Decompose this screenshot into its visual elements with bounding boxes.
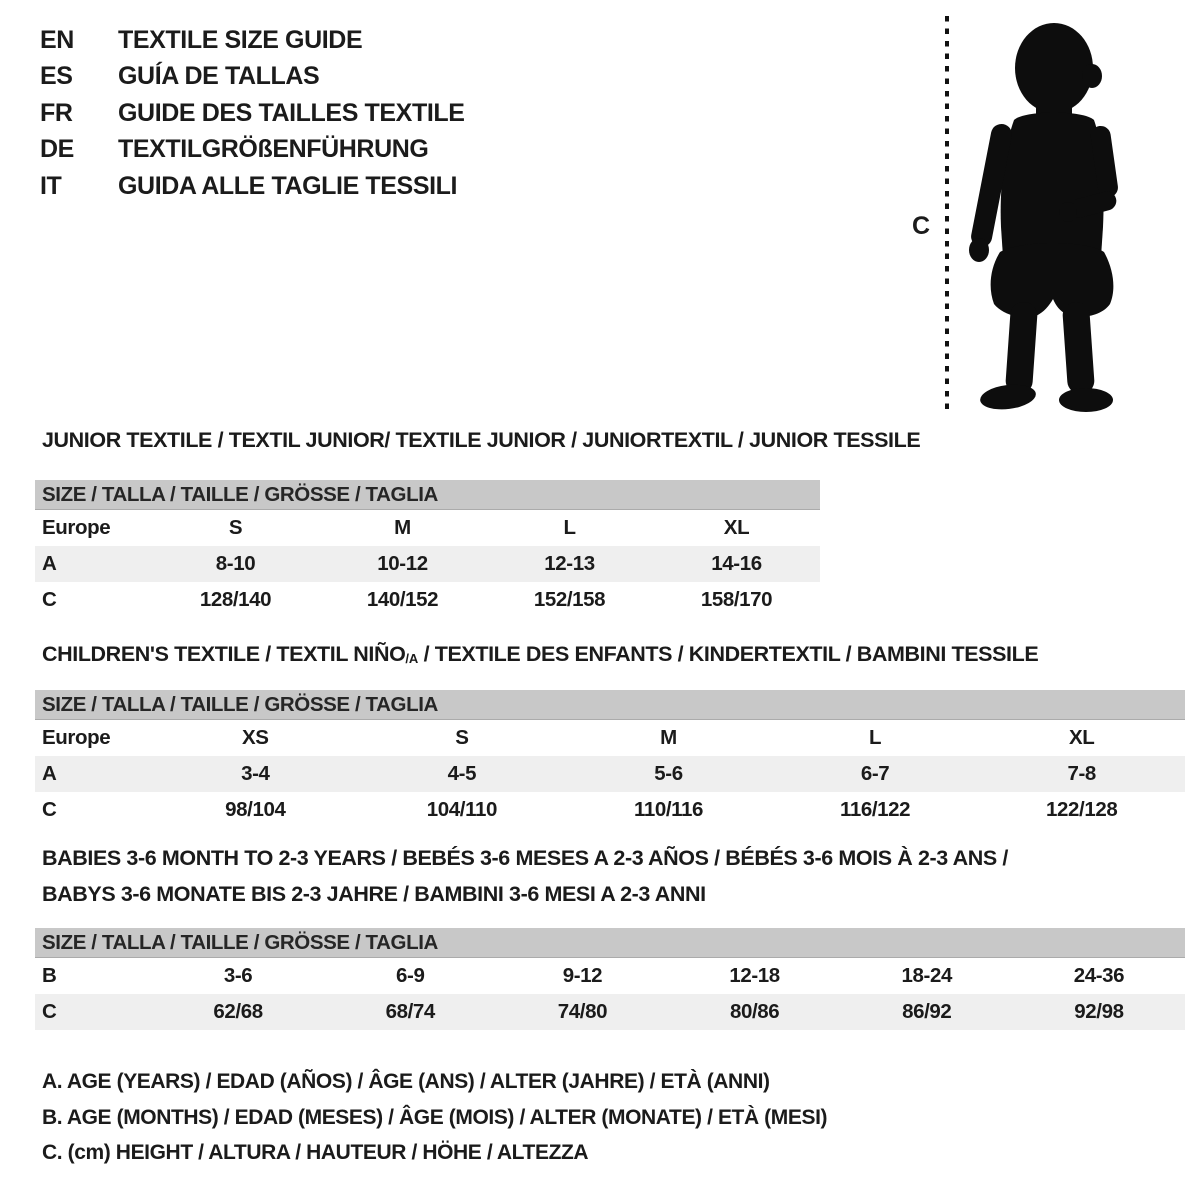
table-cell: 80/86 (729, 1000, 780, 1023)
table-cell: 18-24 (901, 964, 952, 987)
language-code: FR (40, 98, 73, 127)
table-row (35, 792, 1185, 828)
table-cell: 7-8 (1067, 762, 1096, 785)
junior-size-table (35, 480, 820, 618)
language-code: ES (40, 62, 73, 91)
table-row (35, 582, 820, 618)
table-cell: 12-18 (729, 964, 780, 987)
legend-line-c: C. (cm) HEIGHT / ALTURA / HAUTEUR / HÖHE / ALTEZZA (42, 1141, 589, 1164)
measure-legend (42, 1064, 827, 1171)
children-title-suffix: / TEXTILE DES ENFANTS / KINDERTEXTIL / BAMBINI TESSILE (418, 642, 1039, 666)
children-title-prefix: CHILDREN'S TEXTILE / TEXTIL NIÑO (42, 642, 406, 666)
table-cell: 6-9 (396, 964, 425, 987)
table-cell: 152/158 (533, 588, 606, 611)
size-header-bar: SIZE / TALLA / TAILLE / GRÖSSE / TAGLIA (35, 928, 1185, 958)
row-label: B (42, 964, 57, 987)
table-cell: 8-10 (215, 552, 256, 575)
children-section-title (42, 642, 1038, 667)
table-cell: 24-36 (1073, 964, 1125, 987)
height-measure-label: C (912, 212, 930, 240)
language-label: TEXTILGRÖßENFÜHRUNG (118, 135, 429, 164)
table-cell: 6-7 (860, 762, 890, 785)
table-cell: 128/140 (199, 588, 272, 611)
row-label: C (42, 1000, 57, 1023)
table-cell: Europe (42, 516, 111, 539)
row-label: C (42, 798, 57, 821)
toddler-silhouette-icon (962, 12, 1142, 420)
babies-size-table (35, 928, 1185, 1030)
table-cell: 140/152 (366, 588, 439, 611)
table-cell: 86/92 (902, 1000, 952, 1023)
table-cell: 10-12 (377, 552, 428, 575)
table-cell: 9-12 (562, 964, 603, 987)
language-row (40, 95, 465, 132)
row-label: A (42, 552, 57, 575)
table-cell: S (228, 516, 243, 539)
language-label: GUIDA ALLE TAGLIE TESSILI (118, 171, 458, 200)
table-cell: 158/170 (700, 588, 773, 611)
language-row (40, 168, 465, 205)
language-label: TEXTILE SIZE GUIDE (118, 25, 363, 54)
language-code: DE (40, 135, 74, 164)
table-row (35, 958, 1185, 994)
table-cell: 98/104 (225, 798, 286, 821)
table-cell: 122/128 (1046, 798, 1118, 821)
table-header-row (35, 720, 1185, 756)
table-cell: 62/68 (213, 1000, 263, 1023)
table-cell: L (563, 516, 576, 539)
table-row (35, 546, 820, 582)
table-cell: 110/116 (633, 798, 703, 821)
junior-section-title: JUNIOR TEXTILE / TEXTIL JUNIOR/ TEXTILE JUNIOR / JUNIORTEXTIL / JUNIOR TESSILE (42, 428, 921, 452)
table-row (35, 756, 1185, 792)
table-cell: 3-6 (223, 964, 253, 987)
language-code: IT (40, 171, 62, 200)
table-cell: M (394, 516, 411, 539)
table-cell: M (660, 726, 677, 749)
table-cell: 12-13 (544, 552, 595, 575)
table-cell: 68/74 (385, 1000, 435, 1023)
table-cell: 3-4 (241, 762, 270, 785)
size-header-bar: SIZE / TALLA / TAILLE / GRÖSSE / TAGLIA (35, 690, 1185, 720)
row-label: A (42, 762, 57, 785)
language-code: EN (40, 25, 74, 54)
language-title-list (40, 22, 465, 205)
legend-line-a: A. AGE (YEARS) / EDAD (AÑOS) / ÂGE (ANS) / ALTER (JAHRE) / ETÀ (ANNI) (42, 1070, 770, 1093)
table-cell: S (455, 726, 469, 749)
table-cell: 4-5 (447, 762, 477, 785)
children-title-sub: /A (405, 651, 419, 666)
size-header-bar: SIZE / TALLA / TAILLE / GRÖSSE / TAGLIA (35, 480, 820, 510)
babies-section-title-line1: BABIES 3-6 MONTH TO 2-3 YEARS / BEBÉS 3-6 MESES A 2-3 AÑOS / BÉBÉS 3-6 MOIS À 2-3 ANS / (42, 846, 1008, 870)
babies-section-title-line2: BABYS 3-6 MONATE BIS 2-3 JAHRE / BAMBINI 3-6 MESI A 2-3 ANNI (42, 882, 706, 906)
height-measure-line (944, 16, 950, 416)
table-cell: 104/110 (426, 798, 497, 821)
table-cell: 116/122 (839, 798, 911, 821)
table-cell: XS (242, 726, 269, 749)
table-cell: 5-6 (654, 762, 683, 785)
language-row (40, 59, 465, 96)
table-cell: 92/98 (1074, 1000, 1124, 1023)
table-header-row (35, 510, 820, 546)
language-row (40, 22, 465, 59)
table-cell: XL (723, 516, 750, 539)
table-cell: 74/80 (557, 1000, 608, 1023)
language-label: GUÍA DE TALLAS (118, 62, 320, 91)
row-label: C (42, 588, 57, 611)
legend-line-b: B. AGE (MONTHS) / EDAD (MESES) / ÂGE (MOIS) / ALTER (MONATE) / ETÀ (MESI) (42, 1105, 828, 1129)
table-cell: 14-16 (711, 552, 762, 575)
language-label: GUIDE DES TAILLES TEXTILE (118, 98, 465, 127)
language-row (40, 132, 465, 169)
table-cell: Europe (42, 726, 111, 749)
children-size-table (35, 690, 1185, 828)
table-cell: L (869, 726, 882, 749)
table-row (35, 994, 1185, 1030)
table-cell: XL (1068, 726, 1095, 749)
